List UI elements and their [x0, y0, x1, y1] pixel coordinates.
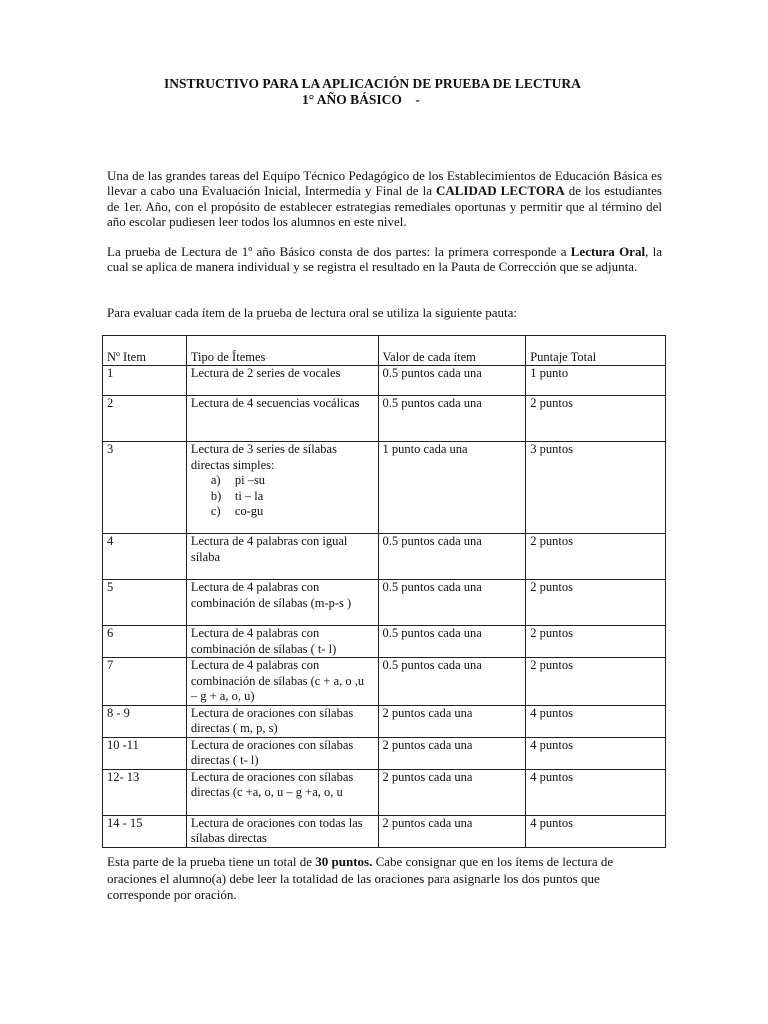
cell-valor: 1 punto cada una [378, 442, 526, 534]
list-item [191, 504, 374, 520]
cell-valor: 0.5 puntos cada una [378, 396, 526, 442]
cell-tipo: Lectura de 4 palabras con combinación de sílabas ( t- l) [186, 626, 378, 658]
table-row [103, 534, 666, 580]
table-row [103, 705, 666, 737]
header-tipo: Tipo de Ítemes [186, 336, 378, 366]
intro-p2-text-a: La prueba de Lectura de 1º año Básico consta de dos partes: la primera corresponde a [107, 244, 571, 259]
cell-valor: 0.5 puntos cada una [378, 366, 526, 396]
cell-total: 1 punto [526, 366, 666, 396]
cell-item: 8 - 9 [103, 705, 187, 737]
closing-text-b: Cabe consignar que en los ítems de lectura de oraciones el alumno(a) debe leer la totalidad de las oraciones para asignarle los dos puntos que corresponde por oración. [107, 854, 614, 902]
cell-valor: 0.5 puntos cada una [378, 626, 526, 658]
cell-total: 2 puntos [526, 396, 666, 442]
list-marker: c) [210, 504, 221, 518]
table-header-row [103, 336, 666, 366]
cell-valor: 2 puntos cada una [378, 815, 526, 847]
header-item: Nº Item [103, 336, 187, 366]
cell-total: 4 puntos [526, 737, 666, 769]
cell-tipo: Lectura de 2 series de vocales [186, 366, 378, 396]
cell-tipo: Lectura de 4 secuencias vocálicas [186, 396, 378, 442]
intro-p2-text-b: , la cual se aplica de manera individual y se registra el resultado en la Pauta de Corrección que se adjunta. [107, 244, 662, 275]
cell-total: 3 puntos [526, 442, 666, 534]
list-item [191, 473, 374, 489]
scoring-table [102, 335, 666, 848]
intro-paragraph-2 [107, 244, 662, 275]
list-item-text: ti – la [234, 488, 264, 503]
closing-text-a: Esta parte de la prueba tiene un total de [107, 854, 316, 869]
cell-valor: 0.5 puntos cada una [378, 534, 526, 580]
cell-valor: 0.5 puntos cada una [378, 580, 526, 626]
list-item-text: co-gu [234, 504, 264, 518]
table-row [103, 658, 666, 706]
cell-tipo [186, 442, 378, 534]
cell-tipo: Lectura de oraciones con todas las sílabas directas [186, 815, 378, 847]
cell-total: 4 puntos [526, 815, 666, 847]
intro-p1-text-b: de los estudiantes de 1er. Año, con el propósito de establecer estrategias remediales oportunas y permitir que al término del año escolar pudiesen leer todos los alumnos en este nivel. [107, 183, 662, 229]
cell-total: 2 puntos [526, 626, 666, 658]
list-item [191, 489, 374, 505]
cell-tipo: Lectura de oraciones con sílabas directas ( t- l) [186, 737, 378, 769]
cell-valor: 2 puntos cada una [378, 705, 526, 737]
cell-tipo: Lectura de 4 palabras con igual sílaba [186, 534, 378, 580]
total-points-emphasis: 30 puntos. [315, 854, 373, 869]
title-line-2: 1° AÑO BÁSICO - [302, 92, 420, 107]
cell-total: 4 puntos [526, 705, 666, 737]
cell-valor: 2 puntos cada una [378, 769, 526, 815]
cell-item: 14 - 15 [103, 815, 187, 847]
cell-total: 2 puntos [526, 658, 666, 706]
cell-item: 4 [103, 534, 187, 580]
cell-item: 7 [103, 658, 187, 706]
table-row [103, 580, 666, 626]
cell-item: 10 -11 [103, 737, 187, 769]
intro-p1-text-a: Una de las grandes tareas del Equipo Técnico Pedagógico de los Establecimientos de Educación Básica es llevar a cabo una Evaluación Inicial, Intermedia y Final de la [107, 168, 662, 199]
cell-valor: 0.5 puntos cada una [378, 658, 526, 706]
table-row [103, 442, 666, 534]
table-row [103, 626, 666, 658]
cell-tipo: Lectura de oraciones con sílabas directas ( m, p, s) [186, 705, 378, 737]
cell-item: 6 [103, 626, 187, 658]
cell-tipo: Lectura de 4 palabras con combinación de sílabas (c + a, o ,u – g + a, o, u) [186, 658, 378, 706]
table-row [103, 769, 666, 815]
table-row [103, 815, 666, 847]
cell-item: 3 [103, 442, 187, 534]
title-line-1: INSTRUCTIVO PARA LA APLICACIÓN DE PRUEBA DE LECTURA [164, 76, 581, 91]
list-marker: b) [210, 488, 222, 503]
cell-total: 2 puntos [526, 580, 666, 626]
cell-total: 2 puntos [526, 534, 666, 580]
cell-item: 1 [103, 366, 187, 396]
table-row [103, 396, 666, 442]
table-row [103, 366, 666, 396]
cell-item: 5 [103, 580, 187, 626]
cell-item: 12- 13 [103, 769, 187, 815]
cell-tipo: Lectura de 4 palabras con combinación de sílabas (m-p-s ) [186, 580, 378, 626]
intro-paragraph-3: Para evaluar cada ítem de la prueba de lectura oral se utiliza la siguiente pauta: [107, 305, 518, 320]
closing-paragraph [107, 854, 662, 904]
cell-item: 2 [103, 396, 187, 442]
intro-paragraph-1 [107, 168, 662, 229]
cell-tipo-text: Lectura de 3 series de sílabas directas simples: [190, 442, 337, 472]
list-item-text: pi –su [234, 473, 266, 487]
header-total: Puntaje Total [526, 336, 666, 366]
list-marker: a) [210, 473, 221, 487]
header-valor: Valor de cada ítem [378, 336, 526, 366]
cell-tipo: Lectura de oraciones con sílabas directas (c +a, o, u – g +a, o, u [186, 769, 378, 815]
cell-total: 4 puntos [526, 769, 666, 815]
table-row [103, 737, 666, 769]
syllable-list [191, 473, 374, 520]
lectura-oral-emphasis: Lectura Oral [570, 244, 646, 259]
cell-valor: 2 puntos cada una [378, 737, 526, 769]
calidad-lectora-emphasis: CALIDAD LECTORA [435, 183, 565, 199]
